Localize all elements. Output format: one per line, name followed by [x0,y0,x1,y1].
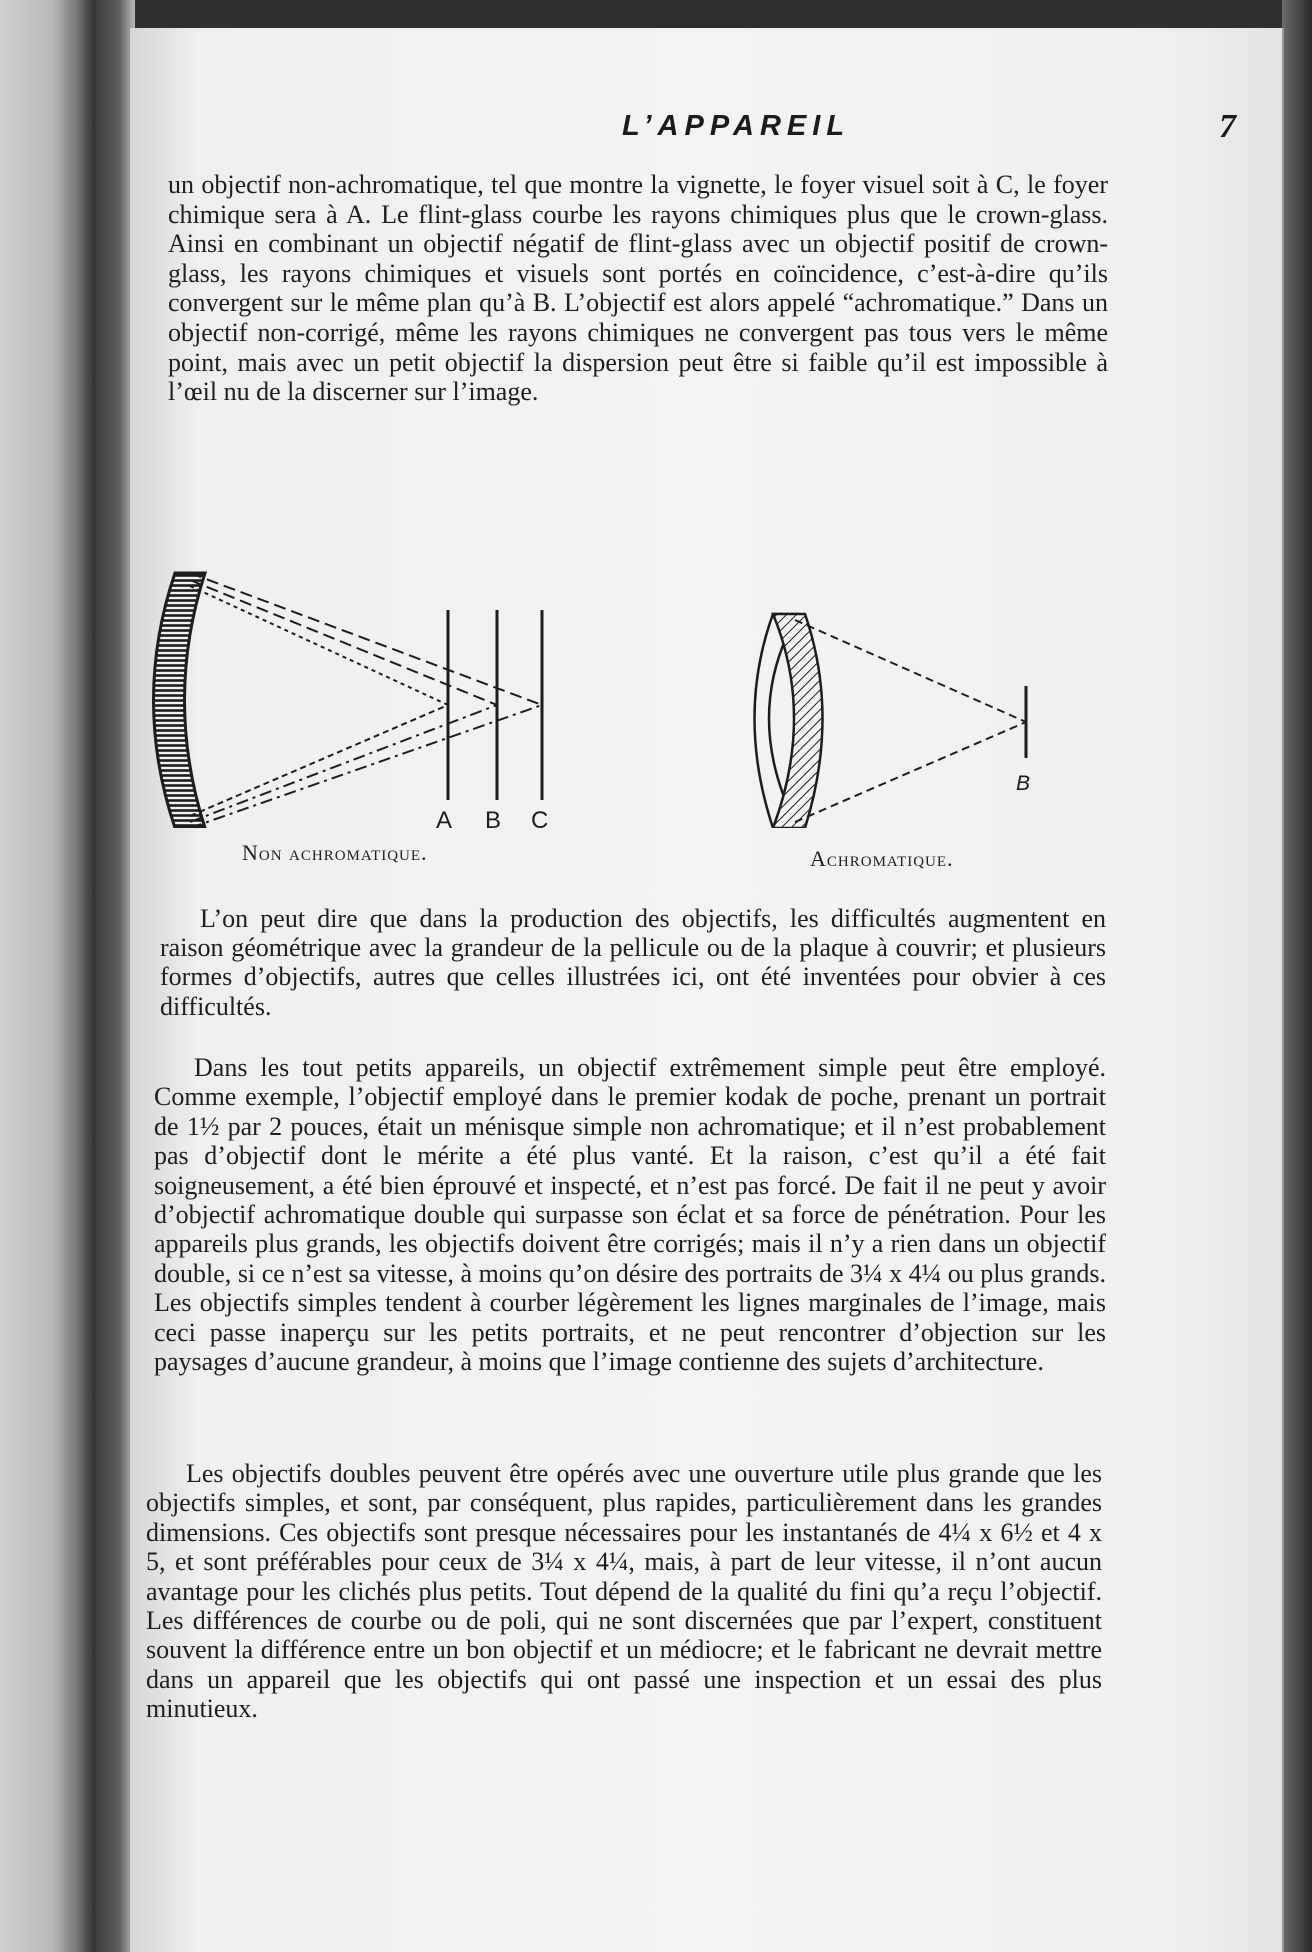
paragraph-1: un objectif non-achromatique, tel que montre la vignette, le foyer visuel soit à C, le foyer chimique sera à A. Le flint-glass courbe les rayons chimiques plus que le crown-glass. Ainsi en combinant un objectif négatif de flint-glass avec un objectif positif de crown-glass, les rayons chimiques et visuels sont portés en coïncidence, c’est-à-dire qu’ils convergent sur le même plan qu’à B. L’objectif est alors appelé “achromatique.” Dans un objectif non-corrigé, même les rayons chimiques ne convergent pas tous vers le même point, mais avec un petit objectif la dispersion peut être si faible qu’il est impossible à l’œil nu de la discerner sur l’image. [168,170,1108,407]
non-achromatic-diagram [154,573,549,828]
paragraph-3: Dans les tout petits appareils, un objectif extrêmement simple peut être employé. Comme exemple, l’objectif employé dans le premier kodak de poche, prenant un portrait de 1½ par 2 pouces, était un ménisque simple non achromatique; et il n’est probablement pas d’objectif dont le mérite a été plus vanté. Et la raison, c’est qu’il a été fait soigneusement, a été bien éprouvé et inspecté, et n’est pas forcé. De fait il ne peut y avoir d’objectif achromatique double qui surpasse son éclat et sa force de pénétration. Pour les appareils plus grands, les objectifs doivent être corrigés; mais il n’y a rien dans un objectif double, si ce n’est sa vitesse, à moins qu’on désire des portraits de 3¼ x 4¼ ou plus grands. Les objectifs simples tendent à courber légèrement les lignes marginales de l’image, mais ceci passe inaperçu sur les petits portraits, et ne peut rencontrer d’objection sur les paysages d’aucune grandeur, à moins que l’image contienne des sujets d’architecture. [154,1053,1106,1377]
light-rays [190,573,542,828]
paragraph-2: L’on peut dire que dans la production des objectifs, les difficultés augmentent en raison géométrique avec la grandeur de la pellicule ou de la plaque à couvrir; et plusieurs formes d’objectifs, autres que celles illustrées ici, ont été inventées pour obvier à ces difficultés. [160,904,1106,1021]
paragraph-4: Les objectifs doubles peuvent être opérés avec une ouverture utile plus grande que les objectifs simples, et sont, par conséquent, plus rapides, particulièrement dans les grandes dimensions. Ces objectifs sont presque nécessaires pour les instantanés de 4¼ x 6½ et 4 x 5, et sont préférables pour ceux de 3¼ x 4¼, mais, à part de leur vitesse, il n’ont aucun avantage pour les clichés plus petits. Tout dépend de la qualité du fini qu’a reçu l’objectif. Les différences de courbe ou de poli, qui ne sont discernées que par l’expert, constituent souvent la différence entre un bon objectif et un médiocre; et le fabricant ne devrait mettre dans un appareil que les objectifs qui ont passé une inspection et un essai des plus minutieux. [146,1459,1102,1724]
caption-achromatic: Achromatique. [810,846,954,871]
running-head: L’APPAREIL [621,110,851,142]
caption-non-achromatic: Non achromatique. [242,840,428,865]
label-c: C [531,807,549,828]
right-page-edge [1282,0,1312,1952]
label-b-achro: B [1016,772,1031,795]
label-b: B [485,807,502,828]
non-achromatic-lens [154,573,206,828]
label-a: A [436,807,453,828]
achromatic-diagram [755,614,1031,828]
achromatic-rays [795,620,1026,822]
lens-diagram-figure [130,528,1230,828]
book-page [130,28,1284,1952]
book-gutter [95,0,135,1952]
page-number: 7 [1219,108,1236,145]
left-page-edge [0,0,95,1952]
